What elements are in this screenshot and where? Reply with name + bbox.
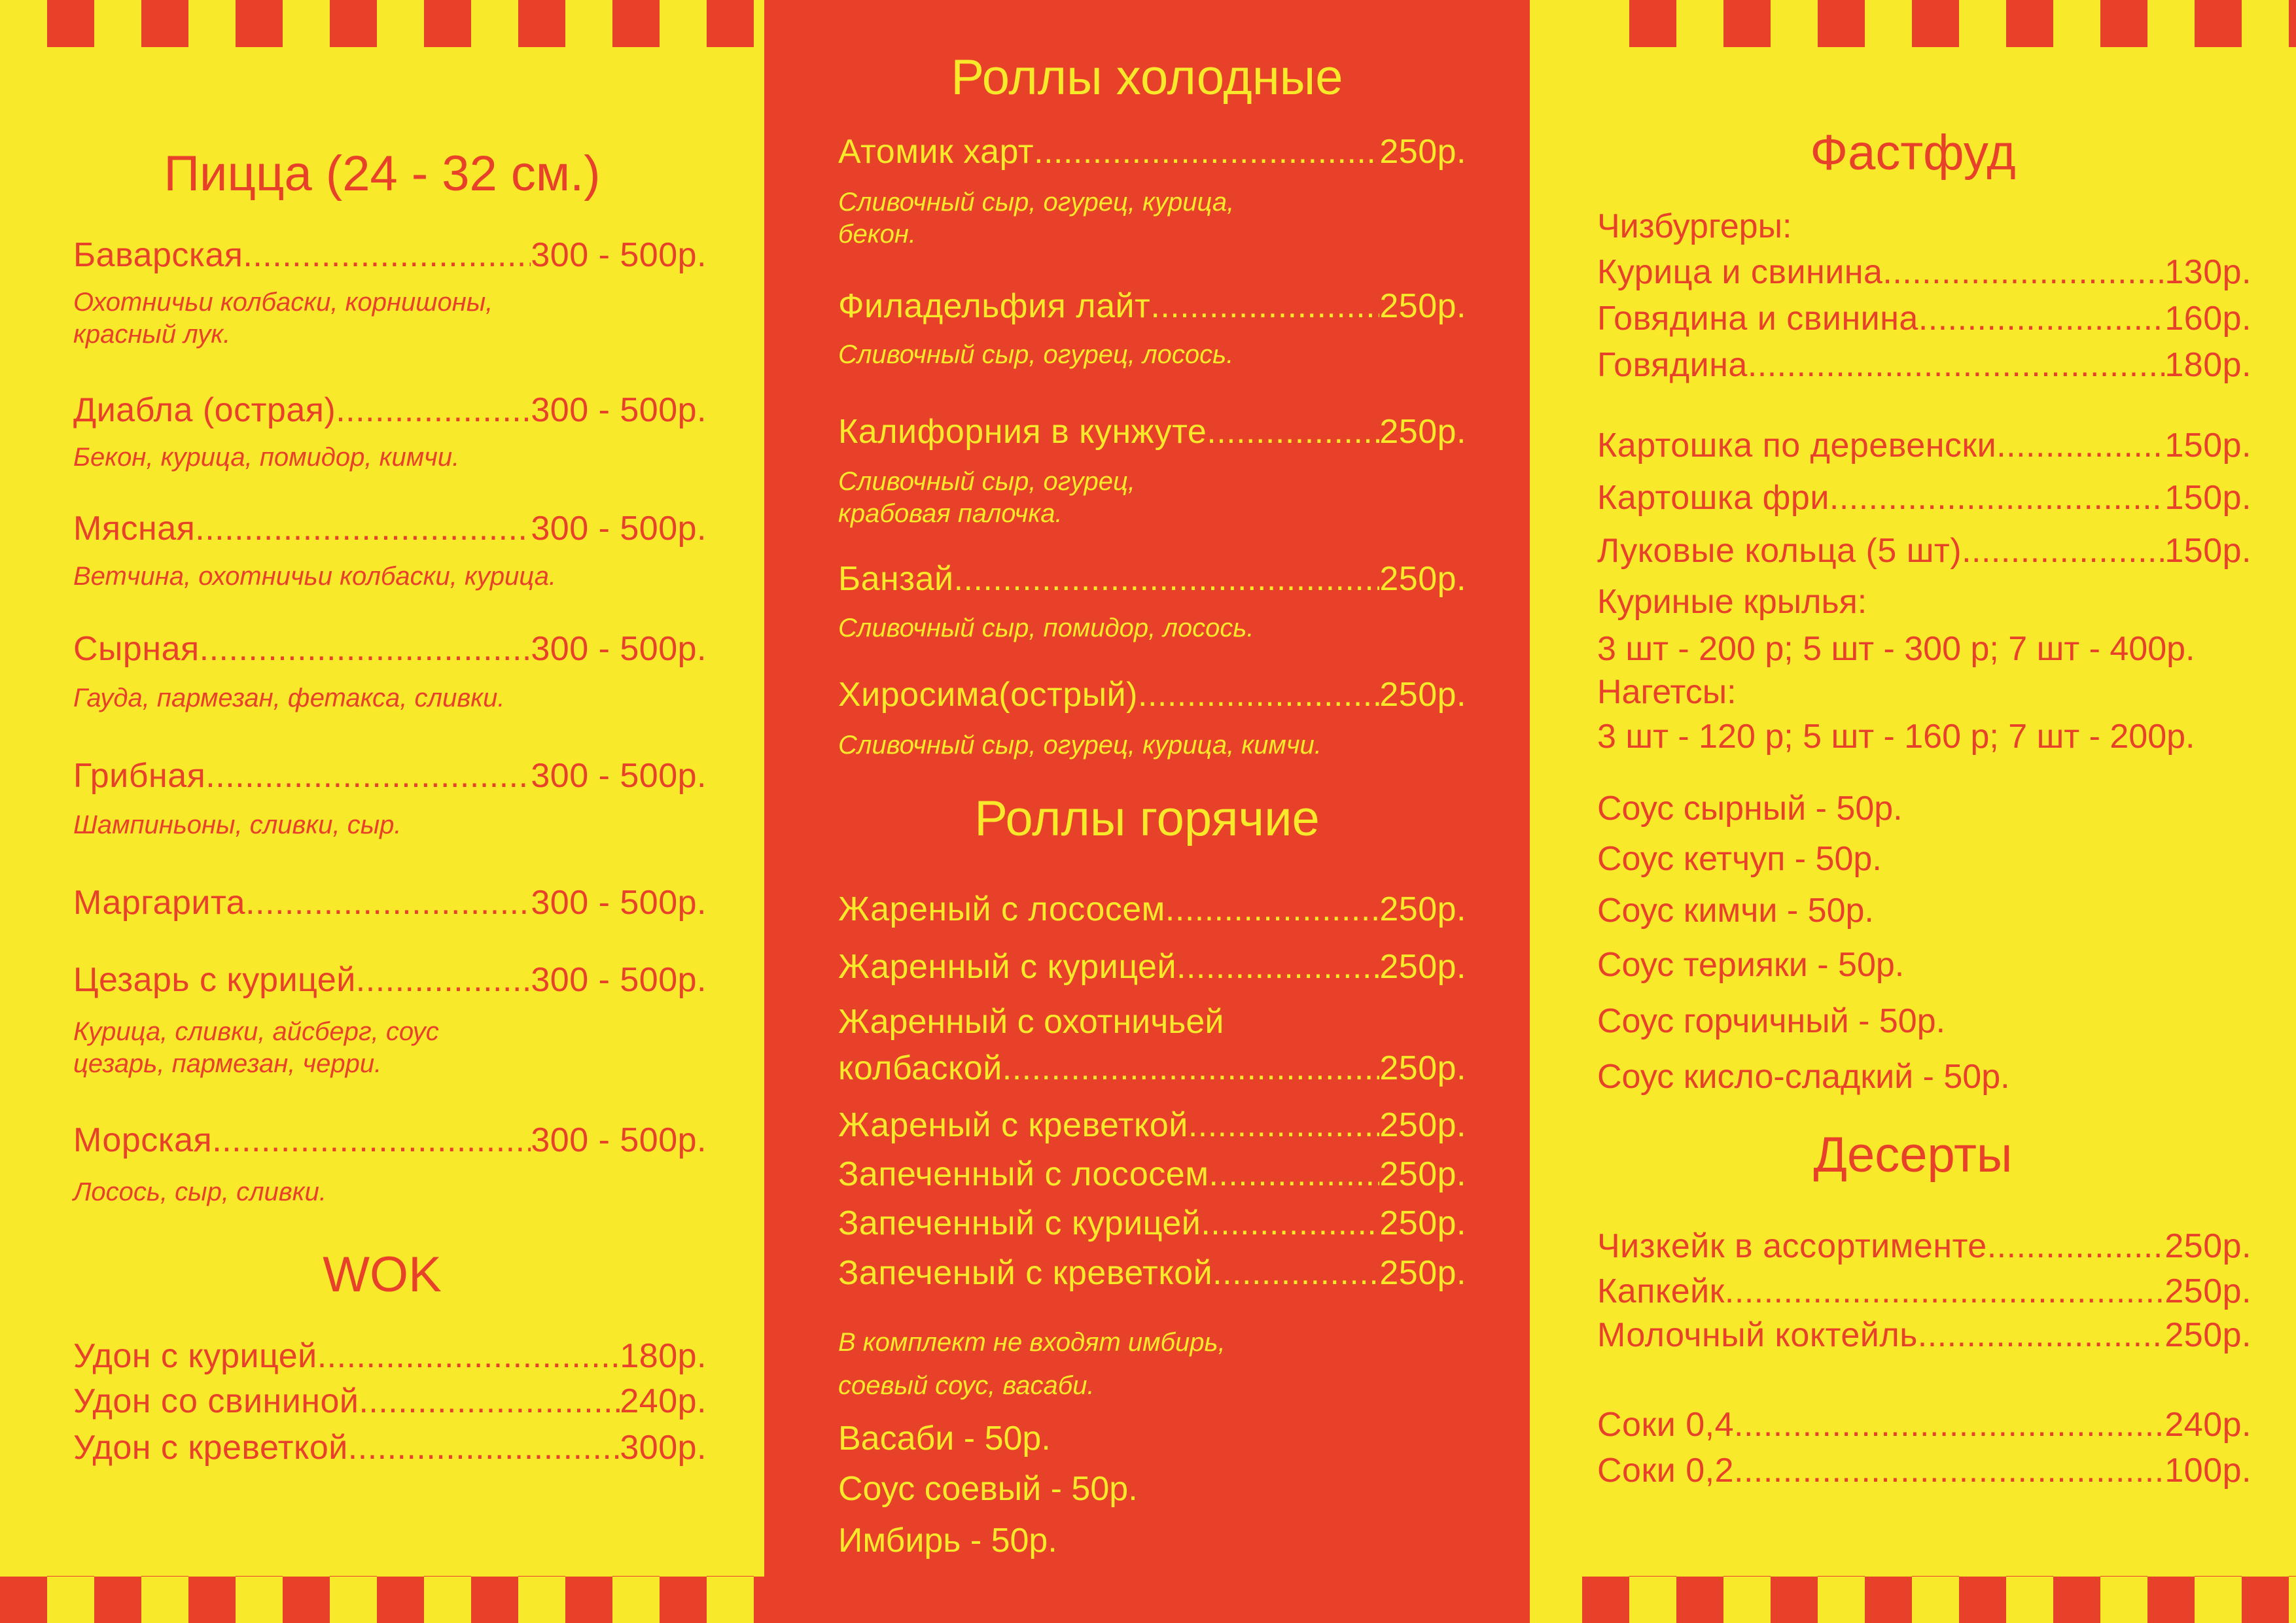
- menu-item: [838, 890, 1466, 929]
- item-price: 300р.: [620, 1429, 707, 1467]
- item-name: Удон со свининой: [73, 1382, 359, 1420]
- menu-item: [1597, 426, 2252, 465]
- menu-item: [838, 1253, 1466, 1293]
- menu-item: [1597, 1316, 2252, 1355]
- menu-item: [1597, 1451, 2252, 1490]
- item-description: [838, 186, 1234, 251]
- menu-item: [838, 1106, 1466, 1145]
- menu-item: [838, 559, 1466, 599]
- leader-dots: [1212, 1253, 1379, 1293]
- leader-dots: [245, 883, 531, 922]
- leader-dots: [200, 629, 531, 669]
- leader-dots: [195, 509, 531, 548]
- description-line: Ветчина, охотничьи колбаски, курица.: [73, 562, 557, 591]
- description-line: Лосось, сыр, сливки.: [73, 1178, 327, 1206]
- menu-item: [1597, 1272, 2252, 1311]
- item-price: 100р.: [2164, 1452, 2252, 1490]
- note-line: В комплект не входят имбирь,: [838, 1328, 1226, 1357]
- category-label: Куриные крылья:: [1597, 583, 1867, 621]
- menu-item: [73, 1382, 707, 1421]
- menu-item: [73, 1121, 707, 1160]
- item-price: 250р.: [1379, 1106, 1466, 1144]
- item-description: [838, 339, 1233, 371]
- menu-item: [73, 883, 707, 922]
- item-price: 130р.: [2164, 253, 2252, 291]
- menu-item: [73, 1428, 707, 1467]
- item-name: Хиросима(острый): [838, 676, 1138, 714]
- item-price: 250р.: [2164, 1272, 2252, 1310]
- item-price: 150р.: [2164, 479, 2252, 517]
- extra-item: Соус соевый - 50р.: [838, 1470, 1138, 1508]
- left-panel: [0, 0, 764, 1623]
- item-name: Маргарита: [73, 884, 246, 922]
- item-price: 300 - 500р.: [531, 236, 707, 274]
- right-panel: [1530, 0, 2296, 1623]
- item-name: Морская: [73, 1121, 213, 1159]
- fastfood-title: Фастфуд: [1810, 125, 2016, 181]
- item-name: Сырная: [73, 630, 200, 668]
- item-price: 250р.: [1379, 1254, 1466, 1292]
- item-price: 160р.: [2164, 300, 2252, 338]
- leader-dots: [212, 1121, 531, 1160]
- leader-dots: [205, 756, 531, 795]
- item-name: Соки 0,2: [1597, 1452, 1735, 1490]
- description-line: красный лук.: [73, 320, 231, 349]
- item-price: 250р.: [2164, 1227, 2252, 1265]
- description-line: крабовая палочка.: [838, 499, 1063, 528]
- item-price: 250р.: [1379, 413, 1466, 451]
- item-name: Атомик харт: [838, 133, 1034, 171]
- menu-item: [838, 287, 1466, 326]
- menu-item: [838, 947, 1466, 986]
- item-description: [73, 682, 504, 714]
- item-name: Курица и свинина: [1597, 253, 1883, 291]
- extra-item: Васаби - 50р.: [838, 1420, 1051, 1457]
- menu-item: [838, 132, 1466, 171]
- desserts-title: Десерты: [1813, 1127, 2013, 1183]
- description-line: Охотничьи колбаски, корнишоны,: [73, 288, 493, 317]
- leader-dots: [336, 391, 531, 430]
- menu-item: [73, 236, 707, 275]
- item-price: 250р.: [2164, 1316, 2252, 1354]
- item-name: Говядина и свинина: [1597, 300, 1918, 338]
- sauce-item: Соус горчичный - 50р.: [1597, 1002, 1946, 1040]
- menu-item: [73, 509, 707, 548]
- item-name: Запеченный с лососем: [838, 1155, 1209, 1193]
- item-description: [73, 442, 459, 474]
- leader-dots: [348, 1428, 620, 1467]
- item-price: 150р.: [2164, 427, 2252, 464]
- item-name: Говядина: [1597, 346, 1748, 384]
- leader-dots: [1209, 1155, 1379, 1194]
- sauce-item: Соус кимчи - 50р.: [1597, 892, 1874, 930]
- item-price: 300 - 500р.: [531, 391, 707, 429]
- menu-item: [838, 1049, 1466, 1088]
- item-name: Банзай: [838, 560, 954, 598]
- item-price: 250р.: [1379, 133, 1466, 171]
- description-line: Сливочный сыр, огурец,: [838, 467, 1136, 496]
- leader-dots: [1201, 1204, 1379, 1243]
- leader-dots: [317, 1336, 620, 1376]
- leader-dots: [1138, 675, 1379, 714]
- menu-item: [73, 629, 707, 669]
- item-name: Капкейк: [1597, 1272, 1725, 1310]
- item-price: 250р.: [1379, 1155, 1466, 1193]
- middle-panel: [764, 0, 1530, 1623]
- leader-dots: [359, 1382, 620, 1421]
- item-description: [838, 466, 1135, 530]
- leader-dots: [1918, 299, 2165, 338]
- item-price: 180р.: [2164, 346, 2252, 384]
- leader-dots: [1165, 890, 1379, 929]
- hot-rolls-title: Роллы горячие: [974, 791, 1320, 846]
- item-name: Цезарь с курицей: [73, 961, 356, 999]
- description-line: Сливочный сыр, огурец, курица, кимчи.: [838, 731, 1322, 759]
- item-price: 180р.: [620, 1337, 707, 1375]
- description-line: цезарь, пармезан, черри.: [73, 1049, 382, 1078]
- item-name: Удон с курицей: [73, 1337, 317, 1375]
- item-price: 300 - 500р.: [531, 630, 707, 668]
- item-price: 250р.: [1379, 948, 1466, 986]
- menu-item: [838, 1155, 1466, 1194]
- item-description: [838, 612, 1254, 644]
- item-name: Жареный с креветкой: [838, 1106, 1188, 1144]
- item-name: Запеченый с креветкой: [838, 1254, 1213, 1292]
- menu-item: [73, 960, 707, 1000]
- note-line: соевый соус, васаби.: [838, 1371, 1095, 1400]
- note: [838, 1321, 1226, 1407]
- menu-item: [1597, 253, 2252, 292]
- leader-dots: [1207, 412, 1379, 451]
- menu-item: [1597, 345, 2252, 385]
- item-price: 300 - 500р.: [531, 510, 707, 548]
- item-name: Запеченный с курицей: [838, 1204, 1201, 1242]
- description-line: бекон.: [838, 220, 917, 249]
- item-description: [838, 729, 1322, 761]
- cold-rolls-title: Роллы холодные: [951, 50, 1343, 105]
- item-name: Жареный с лососем: [838, 890, 1165, 928]
- item-price: 150р.: [2164, 532, 2252, 570]
- item-description: [73, 1016, 439, 1080]
- item-price: 300 - 500р.: [531, 1121, 707, 1159]
- item-name: Картошка фри: [1597, 479, 1829, 517]
- menu-item: [1597, 478, 2252, 517]
- item-description: [73, 809, 402, 841]
- leader-dots: [1918, 1316, 2165, 1355]
- leader-dots: [1996, 426, 2164, 465]
- description-line: Шампиньоны, сливки, сыр.: [73, 811, 402, 839]
- menu-item: [838, 412, 1466, 451]
- item-price: 300 - 500р.: [531, 961, 707, 999]
- item-name: Калифорния в кунжуте: [838, 413, 1207, 451]
- sauce-item: Соус сырный - 50р.: [1597, 790, 1903, 828]
- description-line: Сливочный сыр, помидор, лосось.: [838, 614, 1254, 642]
- item-name: Молочный коктейль: [1597, 1316, 1918, 1354]
- leader-dots: [356, 960, 531, 1000]
- pizza-title: Пицца (24 - 32 см.): [164, 146, 601, 201]
- item-price: 250р.: [1379, 890, 1466, 928]
- leader-dots: [1962, 531, 2164, 570]
- leader-dots: [1734, 1405, 2164, 1444]
- menu-item: [1597, 531, 2252, 570]
- item-name: Удон с креветкой: [73, 1429, 348, 1467]
- leader-dots: [1987, 1227, 2165, 1266]
- menu-item: [73, 756, 707, 795]
- item-name: Грибная: [73, 757, 206, 795]
- nuggets-prices: 3 шт - 120 р; 5 шт - 160 р; 7 шт - 200р.: [1597, 718, 2195, 756]
- description-line: Бекон, курица, помидор, кимчи.: [73, 443, 460, 472]
- item-price: 240р.: [620, 1382, 707, 1420]
- leader-dots: [1188, 1106, 1380, 1145]
- item-price: 250р.: [1379, 676, 1466, 714]
- item-name: Баварская: [73, 236, 243, 274]
- item-price: 300 - 500р.: [531, 757, 707, 795]
- menu-item: [838, 675, 1466, 714]
- item-description: [73, 1176, 327, 1208]
- item-name: Чизкейк в ассортименте: [1597, 1227, 1987, 1265]
- description-line: Сливочный сыр, огурец, курица,: [838, 188, 1235, 217]
- menu-item: [838, 1204, 1466, 1243]
- leader-dots: [1882, 253, 2164, 292]
- sauce-item: Соус кисло-сладкий - 50р.: [1597, 1058, 2010, 1096]
- description-line: Сливочный сыр, огурец, лосось.: [838, 340, 1234, 369]
- wok-title: WOK: [323, 1247, 442, 1302]
- leader-dots: [1734, 1451, 2164, 1490]
- menu-item: [73, 391, 707, 430]
- leader-dots: [243, 236, 531, 275]
- item-name: Жаренный с курицей: [838, 948, 1176, 986]
- leader-dots: [1725, 1272, 2164, 1311]
- item-description: [73, 287, 493, 351]
- leader-dots: [1034, 132, 1379, 171]
- item-price: 250р.: [1379, 287, 1466, 325]
- item-name: Луковые кольца (5 шт): [1597, 532, 1962, 570]
- item-description: [73, 561, 556, 593]
- item-name: колбаской: [838, 1049, 1002, 1087]
- menu-item: [1597, 1405, 2252, 1444]
- item-price: 250р.: [1379, 560, 1466, 598]
- item-name: Диабла (острая): [73, 391, 336, 429]
- menu-item: [73, 1336, 707, 1376]
- item-price: 250р.: [1379, 1049, 1466, 1087]
- item-price: 250р.: [1379, 1204, 1466, 1242]
- wings-prices: 3 шт - 200 р; 5 шт - 300 р; 7 шт - 400р.: [1597, 630, 2195, 668]
- leader-dots: [1176, 947, 1379, 986]
- sauce-item: Соус терияки - 50р.: [1597, 946, 1905, 984]
- leader-dots: [1748, 345, 2165, 385]
- leader-dots: [1002, 1049, 1380, 1088]
- item-name: Соки 0,4: [1597, 1406, 1735, 1444]
- menu-item: [1597, 299, 2252, 338]
- leader-dots: [954, 559, 1380, 599]
- category-label: Чизбургеры:: [1597, 207, 1792, 245]
- menu-item: [1597, 1227, 2252, 1266]
- item-price: 240р.: [2164, 1406, 2252, 1444]
- item-name: Картошка по деревенски: [1597, 427, 1997, 464]
- leader-dots: [1829, 478, 2164, 517]
- description-line: Курица, сливки, айсберг, соус: [73, 1017, 439, 1046]
- sauce-item: Соус кетчуп - 50р.: [1597, 840, 1882, 878]
- leader-dots: [1150, 287, 1379, 326]
- item-price: 300 - 500р.: [531, 884, 707, 922]
- category-label: Нагетсы:: [1597, 673, 1737, 711]
- item-name-line: Жаренный с охотничьей: [838, 1003, 1224, 1041]
- item-name: Филадельфия лайт: [838, 287, 1151, 325]
- extra-item: Имбирь - 50р.: [838, 1522, 1057, 1560]
- item-name: Мясная: [73, 510, 196, 548]
- description-line: Гауда, пармезан, фетакса, сливки.: [73, 684, 505, 712]
